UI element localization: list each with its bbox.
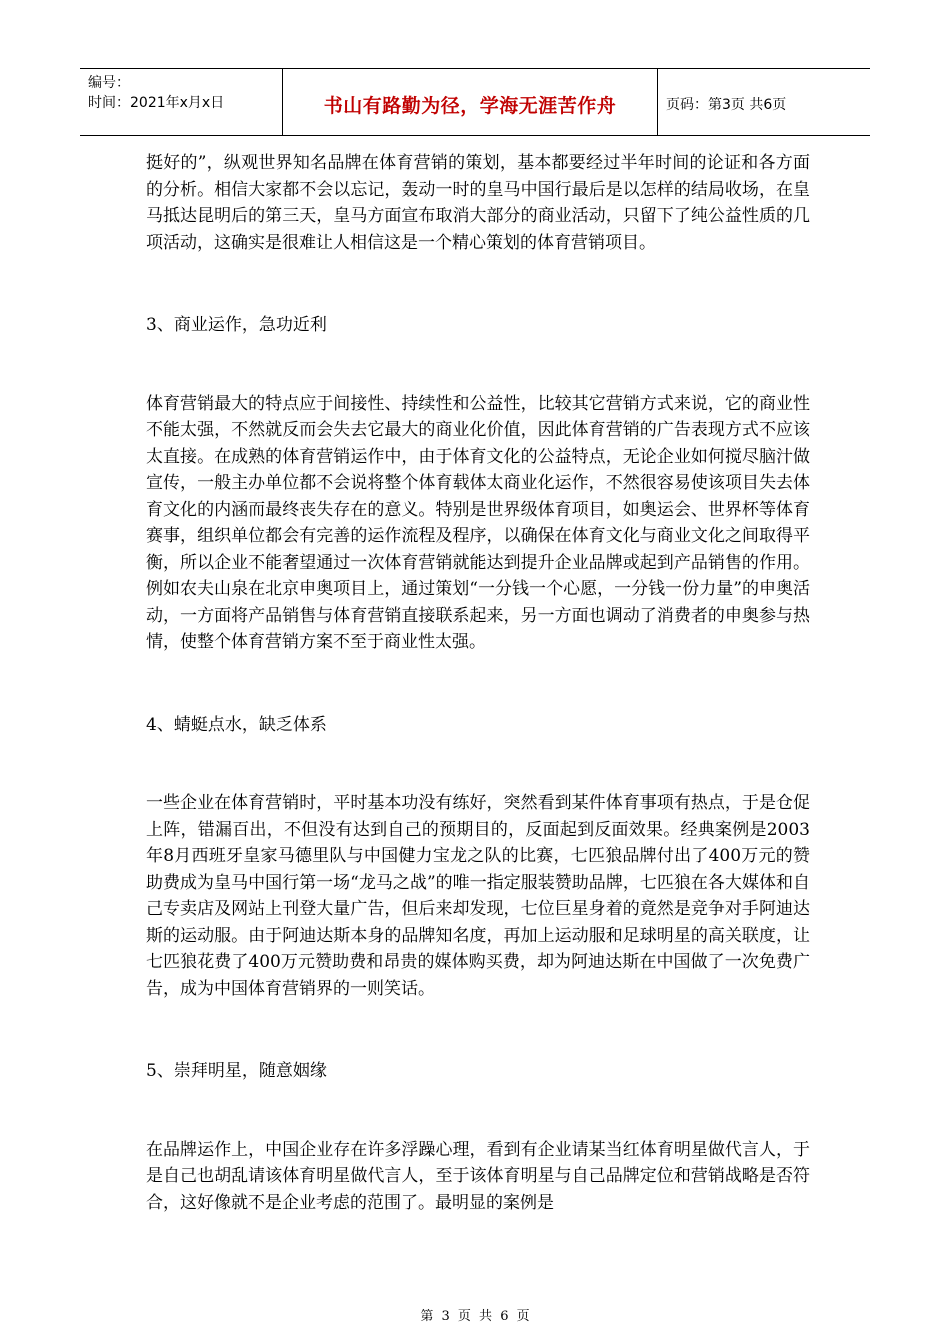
header-motto: 书山有路勤为径，学海无涯苦作舟 (323, 94, 617, 117)
section-heading-5: 5、崇拜明星，随意姻缘 (146, 1061, 327, 1081)
section-heading-3: 3、商业运作，急功近利 (146, 315, 327, 335)
header-meta-cell (80, 69, 283, 135)
section-heading-4: 4、蜻蜓点水，缺乏体系 (146, 714, 327, 735)
header-page-code: 页码：第3页 共6页 (666, 97, 787, 113)
document-body (146, 150, 810, 1216)
header-page-cell (658, 69, 870, 135)
document-header (80, 68, 870, 136)
header-motto-cell (283, 69, 658, 135)
page-footer: 第 3 页 共 6 页 (420, 1309, 530, 1324)
document-date-label: 时间：2021年x月x日 (88, 95, 225, 111)
paragraph-section-4: 一些企业在体育营销时，平时基本功没有练好，突然看到某件体育事项有热点，于是仓促上阵，错漏百出，不但没有达到自己的预期目的，反面起到反面效果。经典案例是2003年8月西班牙皇家马德里队与中国健力宝龙之队的比赛，七匹狼品牌付出了400万元的赞助费成为皇马中国行第一场“龙马之战”的唯一指定服装赞助品牌，七匹狼在各大媒体和自己专卖店及网站上刊登大量广告，但后来却发现，七位巨星身着的竟然是竞争对手阿迪达斯的运动服。由于阿迪达斯本身的品牌知名度，再加上运动服和足球明星的高关联度，让七匹狼花费了400万元赞助费和昂贵的媒体购买费，却为阿迪达斯在中国做了一次免费广告，成为中国体育营销界的一则笑话。 (146, 793, 810, 999)
paragraph-intro: 挺好的”，纵观世界知名品牌在体育营销的策划，基本都要经过半年时间的论证和各方面的分析。相信大家都不会以忘记，轰动一时的皇马中国行最后是以怎样的结局收场，在皇马抵达昆明后的第三天，皇马方面宣布取消大部分的商业活动，只留下了纯公益性质的几项活动，这确实是很难让人相信这是一个精心策划的体育营销项目。 (146, 153, 810, 253)
paragraph-section-3: 体育营销最大的特点应于间接性、持续性和公益性，比较其它营销方式来说，它的商业性不能太强，不然就反而会失去它最大的商业化价值，因此体育营销的广告表现方式不应该太直接。在成熟的体育营销运作中，由于体育文化的公益特点，无论企业如何搅尽脑汁做宣传，一般主办单位都不会说将整个体育载体太商业化运作，不然很容易使该项目失去体育文化的内涵而最终丧失存在的意义。特别是世界级体育项目，如奥运会、世界杯等体育赛事，组织单位都会有完善的运作流程及程序，以确保在体育文化与商业文化之间取得平衡，所以企业不能奢望通过一次体育营销就能达到提升企业品牌或起到产品销售的作用。例如农夫山泉在北京申奥项目上，通过策划“一分钱一个心愿，一分钱一份力量”的申奥活动，一方面将产品销售与体育营销直接联系起来，另一方面也调动了消费者的申奥参与热情，使整个体育营销方案不至于商业性太强。 (146, 393, 810, 652)
paragraph-section-5: 在品牌运作上，中国企业存在许多浮躁心理，看到有企业请某当红体育明星做代言人，于是自己也胡乱请该体育明星做代言人，至于该体育明星与自己品牌定位和营销战略是否符合，这好像就不是企业考虑的范围了。最明显的案例是 (146, 1139, 810, 1213)
document-number-label: 编号： (88, 75, 130, 91)
